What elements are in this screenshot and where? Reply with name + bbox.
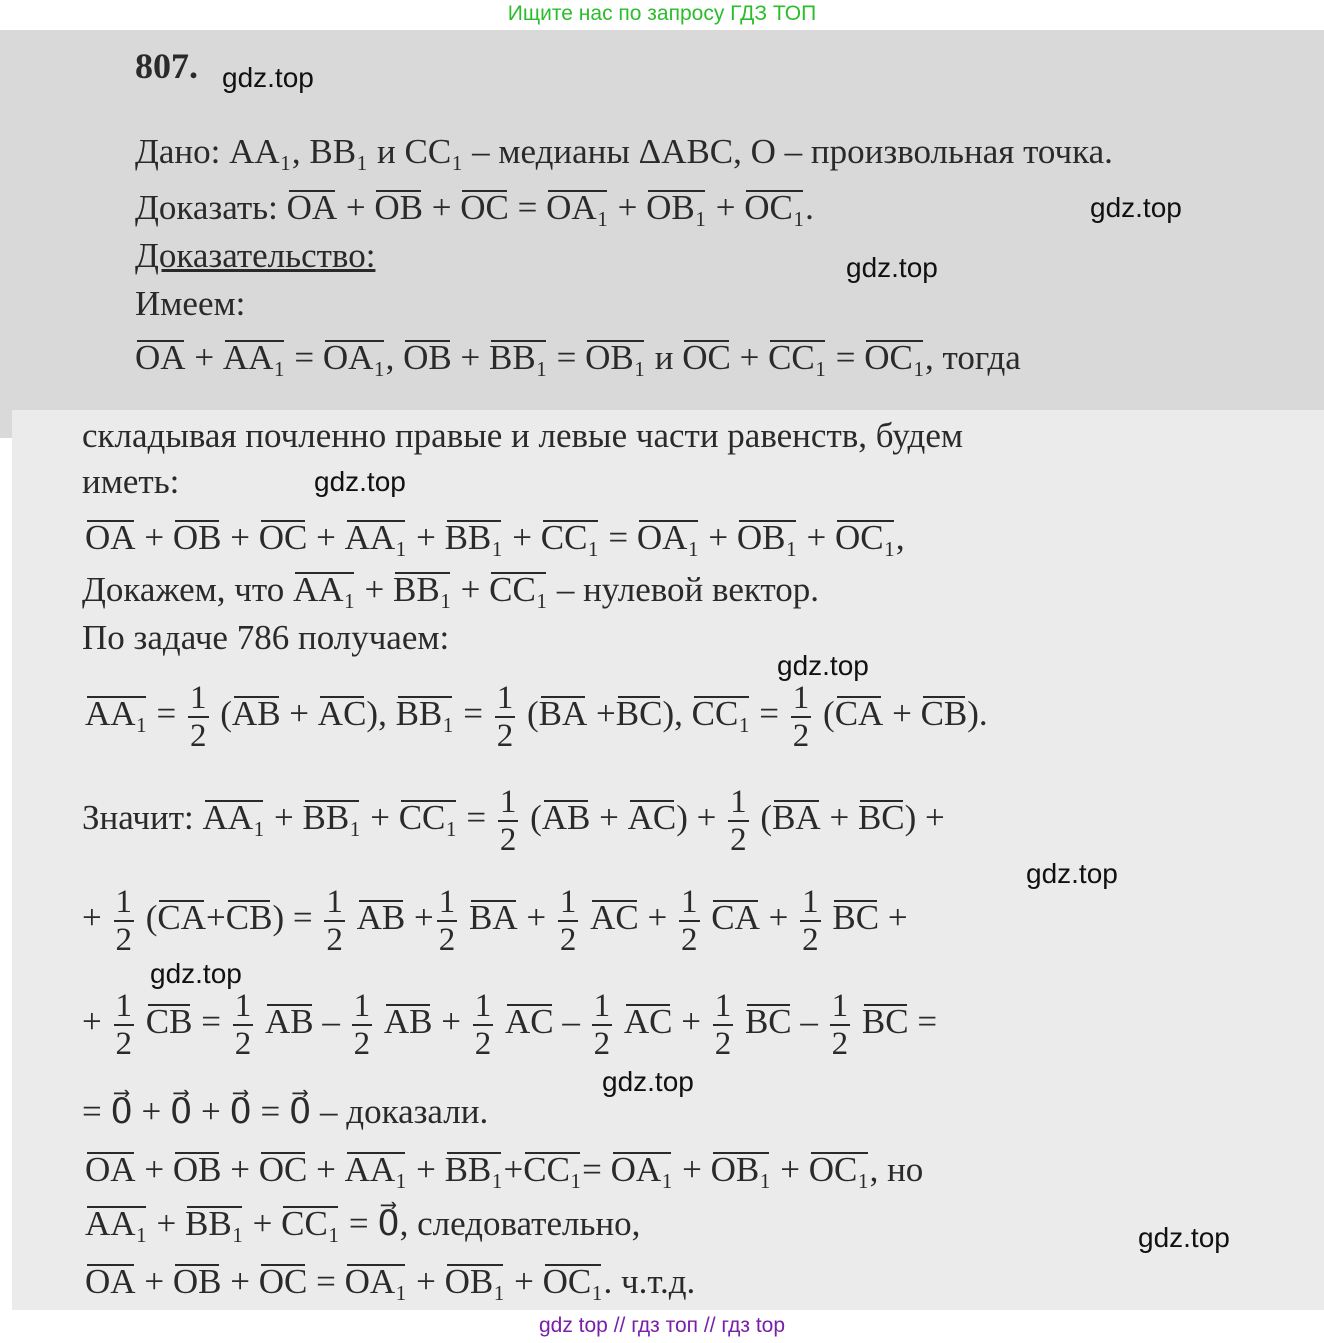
expansion-line-2: + $\frac{1}{2}$ CB = $\frac{1}{2}$ AB – $\frac{1}{2}$ AB + $\frac{1}{2}$ AC – $\frac{1}{2}$ AC + $\frac{1}{2}$ BC – $\frac{1}{2}$ BC = [82, 988, 938, 1062]
top-banner: Ищите нас по запросу ГДЗ ТОП [0, 0, 1324, 30]
proof-heading: Доказательство: [135, 236, 376, 275]
task786-line: По задаче 786 получаем: [82, 618, 450, 657]
equation-line-1: OA + AA₁ = OA₁, OB + BB₁ = OB₁ и OC + CC₁ = OC₁, тогда [135, 338, 1021, 377]
watermark: gdz.top [1138, 1222, 1230, 1253]
watermark: gdz.top [846, 252, 938, 283]
watermark: gdz.top [1090, 192, 1182, 223]
task-number: 807. [135, 46, 198, 86]
equation-sum: OA + OB + OC + AA₁ + BB₁ + CC₁ = OA₁ + OB₁ + OC₁, [85, 518, 905, 557]
hence-line: Значит: AA₁ + BB₁ + CC₁ = $\frac{1}{2}$ (AB + AC) + $\frac{1}{2}$ (BA + BC) + [82, 784, 945, 858]
watermark: gdz.top [314, 466, 406, 497]
watermark: gdz.top [222, 62, 314, 93]
expansion-line-1: + $\frac{1}{2}$ (CA+CB) = $\frac{1}{2}$ AB + $\frac{1}{2}$ BA + $\frac{1}{2}$ AC + $\frac{1}{2}$ CA + $\frac{1}{2}$ BC + [82, 884, 908, 958]
watermark: gdz.top [150, 958, 242, 989]
watermark: gdz.top [602, 1066, 694, 1097]
final-line-3: OA + OB + OC = OA₁ + OB₁ + OC₁. ч.т.д. [85, 1262, 696, 1301]
given-line: Дано: AA₁, BB₁ и CC₁ – медианы ΔABC, O – произвольная точка. [135, 132, 1113, 171]
watermark: gdz.top [777, 650, 869, 681]
prove-line: Доказать: OA + OB + OC = OA₁ + OB₁ + OC₁. [135, 188, 814, 227]
zero-line: = 0⃗ + 0⃗ + 0⃗ = 0⃗ – доказали. [82, 1092, 489, 1131]
median-formulas: AA₁ = $\frac{1}{2}$ (AB + AC), BB₁ = $\frac{1}{2}$ (BA +BC), CC₁ = $\frac{1}{2}$ (CA + CB). [85, 680, 988, 754]
final-line-1: OA + OB + OC + AA₁ + BB₁+CC₁= OA₁ + OB₁ + OC₁, но [85, 1150, 924, 1189]
we-have: Имеем: [135, 284, 246, 323]
prove-zero-line: Докажем, что AA₁ + BB₁ + CC₁ – нулевой вектор. [82, 570, 820, 609]
text-adding: складывая почленно правые и левые части равенств, будем [82, 416, 964, 455]
bottom-banner: gdz top // гдз топ // гдз top [0, 1310, 1324, 1343]
text-have: иметь: [82, 462, 180, 501]
final-line-2: AA₁ + BB₁ + CC₁ = 0⃗, следовательно, [85, 1204, 641, 1243]
watermark: gdz.top [1026, 858, 1118, 889]
